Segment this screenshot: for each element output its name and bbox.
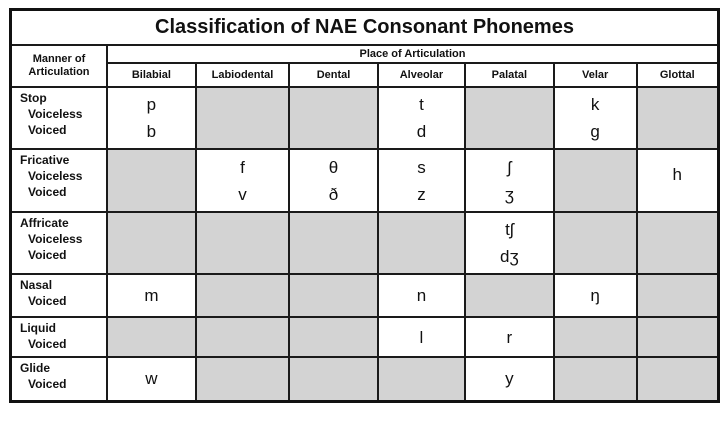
cell-labiodental [196,357,289,401]
table-row [11,212,719,274]
manner-label: Liquid [20,321,56,335]
phoneme-symbol: v [238,184,247,204]
table-title: Classification of NAE Consonant Phonemes [11,10,719,46]
phoneme-symbol: ŋ [590,286,600,305]
cell-alveolar [378,357,465,401]
cell-velar [554,212,637,274]
cell-dental [289,87,378,149]
phoneme-symbol: p [146,95,157,114]
cell-alveolar [378,87,465,149]
cell-labiodental [196,149,289,212]
cell-palatal [465,357,554,401]
phoneme-symbol: y [505,369,514,389]
voicing-label: Voiceless [28,232,83,246]
voicing-label: Voiced [28,248,67,262]
cell-labiodental [196,317,289,357]
phoneme-symbol: θ [328,157,339,177]
phoneme-table [9,8,720,403]
table-row [11,357,719,401]
voicing-label: Voiceless [28,107,83,121]
cell-alveolar [378,149,465,212]
phoneme-symbol: t [419,95,424,114]
cell-velar [554,274,637,317]
column-header-bilabial: Bilabial [107,63,196,87]
row-label-glide [11,357,107,401]
voicing-label: Voiced [28,337,67,351]
phoneme-symbol: ð [328,184,339,204]
voicing-label: Voiced [28,123,67,137]
phoneme-symbol: dʒ [500,247,519,266]
cell-dental [289,317,378,357]
phoneme-symbol: w [145,369,158,389]
cell-dental [289,212,378,274]
phoneme-symbol: tʃ [505,220,514,239]
table-row [11,87,719,149]
phoneme-symbol: ʃ [507,157,512,177]
phoneme-symbol: m [144,286,159,305]
table-row [11,149,719,212]
cell-dental [289,274,378,317]
cell-glottal [637,87,719,149]
cell-bilabial [107,357,196,401]
voicing-label: Voiced [28,294,67,308]
phoneme-symbol: f [240,157,245,177]
phoneme-symbol: l [419,327,424,347]
table-body [11,87,719,401]
manner-label: Nasal [20,278,53,292]
column-header-row [11,63,719,87]
manner-label: Stop [20,91,47,105]
cell-glottal [637,274,719,317]
cell-bilabial [107,149,196,212]
phoneme-symbol: ʒ [504,184,514,204]
cell-velar [554,357,637,401]
phoneme-symbol: g [590,122,600,141]
phoneme-symbol: r [506,327,513,347]
cell-bilabial [107,274,196,317]
phoneme-symbol: k [590,95,600,114]
column-header-palatal: Palatal [465,63,554,87]
cell-glottal [637,357,719,401]
cell-glottal [637,317,719,357]
cell-alveolar [378,212,465,274]
cell-palatal [465,212,554,274]
phoneme-symbol: n [416,286,427,305]
cell-velar [554,87,637,149]
voicing-label: Voiced [28,185,67,199]
column-header-glottal: Glottal [637,63,719,87]
row-label-fricative [11,149,107,212]
phoneme-symbol: z [417,184,426,204]
cell-labiodental [196,87,289,149]
voicing-label: Voiceless [28,169,83,183]
cell-velar [554,149,637,212]
column-header-labiodental: Labiodental [196,63,289,87]
row-label-liquid [11,317,107,357]
manner-label: Affricate [20,216,69,230]
row-label-stop [11,87,107,149]
cell-bilabial [107,87,196,149]
column-header-dental: Dental [289,63,378,87]
manner-label: Glide [20,361,51,375]
manner-label: Fricative [20,153,70,167]
cell-palatal [465,317,554,357]
column-header-alveolar: Alveolar [378,63,465,87]
cell-bilabial [107,317,196,357]
column-header-velar: Velar [554,63,637,87]
cell-labiodental [196,274,289,317]
cell-alveolar [378,317,465,357]
phoneme-symbol: h [672,165,682,184]
cell-palatal [465,274,554,317]
cell-glottal [637,149,719,212]
manner-header: Manner of Articulation [11,45,107,87]
table-row [11,274,719,317]
table-row [11,317,719,357]
row-label-affricate [11,212,107,274]
cell-bilabial [107,212,196,274]
cell-alveolar [378,274,465,317]
cell-dental [289,149,378,212]
cell-palatal [465,149,554,212]
row-label-nasal [11,274,107,317]
cell-palatal [465,87,554,149]
voicing-label: Voiced [28,377,67,391]
phoneme-symbol: d [416,122,427,141]
cell-velar [554,317,637,357]
place-header: Place of Articulation [107,45,719,63]
cell-dental [289,357,378,401]
cell-glottal [637,212,719,274]
cell-labiodental [196,212,289,274]
phoneme-symbol: s [417,157,426,177]
phoneme-symbol: b [146,122,157,141]
